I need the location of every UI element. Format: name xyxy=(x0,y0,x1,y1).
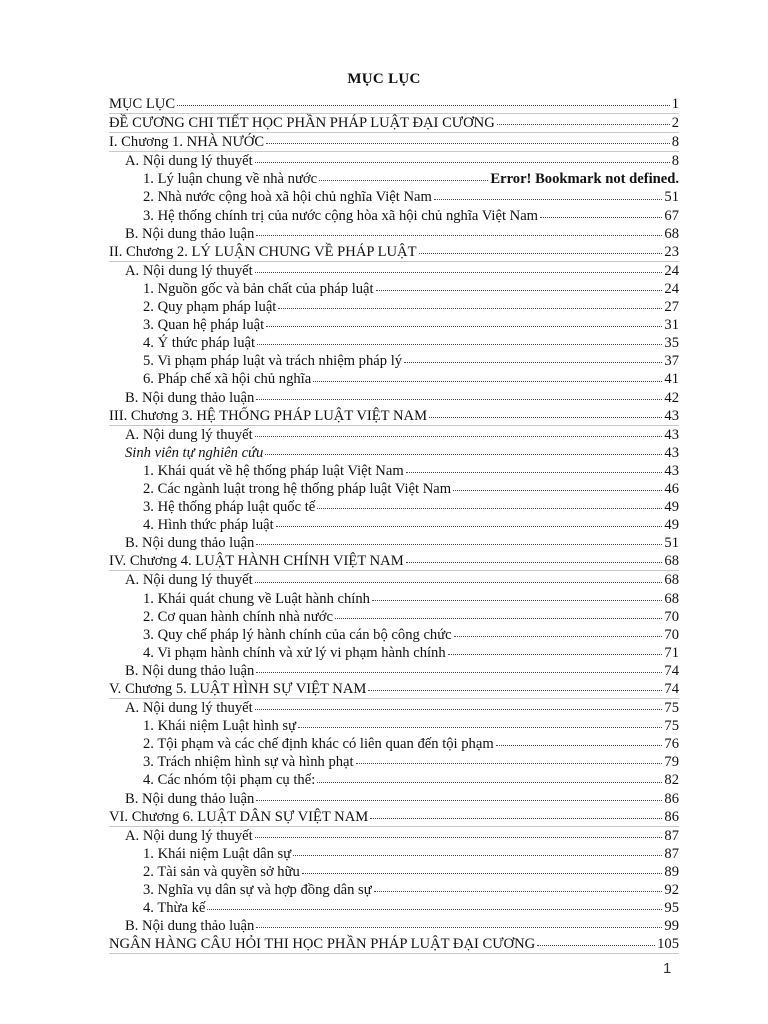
toc-entry[interactable] xyxy=(109,899,679,917)
dot-leader xyxy=(293,854,662,856)
toc-entry-label: 4. Hình thức pháp luật xyxy=(143,517,274,534)
toc-entry-label: 2. Cơ quan hành chính nhà nước xyxy=(143,608,333,625)
toc-entry-page: 1 xyxy=(671,96,679,112)
dot-leader xyxy=(496,744,663,746)
toc-entry[interactable] xyxy=(109,188,679,206)
toc-entry[interactable] xyxy=(109,626,679,644)
toc-entry-label: 4. Ý thức pháp luật xyxy=(143,335,256,352)
toc-entry-page: Error! Bookmark not defined. xyxy=(490,171,679,188)
toc-entry[interactable] xyxy=(109,790,679,808)
toc-entry-label: B. Nội dung thảo luận xyxy=(125,535,255,552)
toc-entry-page: 67 xyxy=(664,207,679,224)
dot-leader xyxy=(537,944,655,946)
toc-entry[interactable] xyxy=(109,170,679,188)
dot-leader xyxy=(255,581,663,583)
dot-leader xyxy=(335,617,662,619)
toc-entry-page: 71 xyxy=(664,644,679,661)
dot-leader xyxy=(256,398,662,400)
dot-leader xyxy=(404,361,662,363)
dot-leader xyxy=(255,271,663,273)
dot-leader xyxy=(256,926,662,928)
toc-entry-label: 3. Hệ thống pháp luật quốc tế xyxy=(143,499,316,516)
toc-entry[interactable] xyxy=(109,881,679,899)
toc-entry[interactable] xyxy=(109,133,679,152)
toc-entry[interactable] xyxy=(109,935,679,954)
dot-leader xyxy=(255,435,663,437)
dot-leader xyxy=(266,325,662,327)
toc-entry[interactable] xyxy=(109,480,679,498)
toc-entry-label: II. Chương 2. LÝ LUẬN CHUNG VỀ PHÁP LUẬT xyxy=(109,243,417,260)
toc-entry[interactable] xyxy=(109,225,679,243)
toc-entry[interactable] xyxy=(109,352,679,370)
toc-entry[interactable] xyxy=(109,389,679,407)
dot-leader xyxy=(372,599,662,601)
toc-entry-label: A. Nội dung lý thuyết xyxy=(125,426,253,443)
dot-leader xyxy=(276,525,663,527)
toc-entry[interactable] xyxy=(109,680,679,699)
toc-entry-page: 70 xyxy=(664,626,679,643)
toc-entry-label: 1. Khái quát về hệ thống pháp luật Việt Nam xyxy=(143,462,404,479)
toc-entry[interactable] xyxy=(109,426,679,444)
toc-entry[interactable] xyxy=(109,753,679,771)
toc-entry[interactable] xyxy=(109,262,679,280)
dot-leader xyxy=(448,653,663,655)
toc-entry-page: 51 xyxy=(664,189,679,206)
dot-leader xyxy=(317,781,662,783)
dot-leader xyxy=(540,216,662,218)
toc-entry-page: 43 xyxy=(664,462,679,479)
toc-entry-page: 92 xyxy=(664,882,679,899)
toc-entry-label: B. Nội dung thảo luận xyxy=(125,662,255,679)
toc-entry-page: 70 xyxy=(664,608,679,625)
toc-entry-page: 74 xyxy=(664,662,679,679)
toc-entry-label: 6. Pháp chế xã hội chủ nghĩa xyxy=(143,371,312,388)
toc-entry[interactable] xyxy=(109,534,679,552)
toc-entry[interactable] xyxy=(109,662,679,680)
toc-entry-label: IV. Chương 4. LUẬT HÀNH CHÍNH VIỆT NAM xyxy=(109,553,404,570)
toc-entry-page: 27 xyxy=(664,299,679,316)
dot-leader xyxy=(256,234,662,236)
toc-entry[interactable] xyxy=(109,808,679,827)
toc-entry[interactable] xyxy=(109,845,679,863)
toc-entry-page: 75 xyxy=(664,718,679,735)
toc-entry-label: 4. Thừa kế xyxy=(143,900,206,917)
toc-entry-label: 3. Trách nhiệm hình sự và hình phạt xyxy=(143,754,354,771)
dot-leader xyxy=(302,872,663,874)
toc-entry-page: 24 xyxy=(664,262,679,279)
toc-entry-page: 37 xyxy=(664,353,679,370)
toc-entry[interactable] xyxy=(109,863,679,881)
toc-entry[interactable] xyxy=(109,552,679,571)
toc-entry-page: 86 xyxy=(664,808,679,825)
dot-leader xyxy=(419,252,663,254)
dot-leader xyxy=(207,908,662,910)
toc-entry-label: B. Nội dung thảo luận xyxy=(125,790,255,807)
toc-entry-label: A. Nội dung lý thuyết xyxy=(125,262,253,279)
toc-entry[interactable] xyxy=(109,370,679,388)
dot-leader xyxy=(278,307,662,309)
toc-entry-page: 43 xyxy=(664,426,679,443)
toc-entry-page: 23 xyxy=(664,243,679,260)
dot-leader xyxy=(453,489,662,491)
page-number: 1 xyxy=(663,960,672,977)
toc-entry-page: 105 xyxy=(657,936,679,953)
toc-entry-page: 68 xyxy=(664,572,679,589)
dot-leader xyxy=(356,762,663,764)
toc-entry-label: 2. Tài sản và quyền sở hữu xyxy=(143,863,300,880)
toc-entry-page: 68 xyxy=(664,590,679,607)
toc-entry[interactable] xyxy=(109,644,679,662)
toc-entry-label: A. Nội dung lý thuyết xyxy=(125,572,253,589)
dot-leader xyxy=(497,123,670,125)
toc-entry-label: 2. Tội phạm và các chế định khác có liên quan đến tội phạm xyxy=(143,736,494,753)
toc-entry-page: 8 xyxy=(671,153,679,170)
dot-leader xyxy=(255,161,670,163)
toc-entry-page: 99 xyxy=(664,918,679,935)
toc-entry[interactable] xyxy=(109,207,679,225)
toc-entry-page: 74 xyxy=(664,681,679,697)
toc-entry-page: 87 xyxy=(664,827,679,844)
toc-entry-label: 1. Lý luận chung về nhà nước xyxy=(143,171,318,188)
toc-entry[interactable] xyxy=(109,498,679,516)
toc-entry[interactable] xyxy=(109,316,679,334)
toc-entry-page: 31 xyxy=(664,317,679,334)
dot-leader xyxy=(256,799,662,801)
dot-leader xyxy=(265,453,662,455)
dot-leader xyxy=(177,104,670,106)
toc-entry[interactable] xyxy=(109,462,679,480)
toc-entry[interactable] xyxy=(109,827,679,845)
dot-leader xyxy=(257,343,662,345)
toc-entry-label: Sinh viên tự nghiên cứu xyxy=(125,444,264,461)
toc-entry[interactable] xyxy=(109,95,679,114)
dot-leader xyxy=(256,543,662,545)
toc-entry-label: 1. Khái niệm Luật dân sự xyxy=(143,845,292,862)
toc-entry-page: 68 xyxy=(664,225,679,242)
toc-entry[interactable] xyxy=(109,280,679,298)
toc-entry-page: 51 xyxy=(664,535,679,552)
toc-entry-label: VI. Chương 6. LUẬT DÂN SỰ VIỆT NAM xyxy=(109,808,369,825)
dot-leader xyxy=(255,708,663,710)
toc-entry-label: 2. Quy phạm pháp luật xyxy=(143,299,277,316)
toc-entry-label: 3. Quy chế pháp lý hành chính của cán bộ công chức xyxy=(143,626,452,643)
toc-entry-label: NGÂN HÀNG CÂU HỎI THI HỌC PHẦN PHÁP LUẬT ĐẠI CƯƠNG xyxy=(109,936,536,953)
toc-title: MỤC LỤC xyxy=(347,71,421,87)
toc-entry-page: 35 xyxy=(664,335,679,352)
dot-leader xyxy=(317,507,662,509)
toc-entry[interactable] xyxy=(109,516,679,534)
toc-entry-page: 79 xyxy=(664,754,679,771)
toc-entry-label: 3. Hệ thống chính trị của nước cộng hòa xã hội chủ nghĩa Việt Nam xyxy=(143,207,539,224)
toc-entry-label: B. Nội dung thảo luận xyxy=(125,918,255,935)
toc-entry[interactable] xyxy=(109,608,679,626)
toc-entry-label: A. Nội dung lý thuyết xyxy=(125,700,253,717)
toc-entry-label: ĐỀ CƯƠNG CHI TIẾT HỌC PHẦN PHÁP LUẬT ĐẠI CƯƠNG xyxy=(109,115,495,132)
toc-entry-label: 2. Nhà nước cộng hoà xã hội chủ nghĩa Việt Nam xyxy=(143,189,432,206)
toc-entry[interactable] xyxy=(109,243,679,262)
dot-leader xyxy=(374,890,663,892)
toc-entry-page: 43 xyxy=(664,444,679,461)
toc-entry-label: I. Chương 1. NHÀ NƯỚC xyxy=(109,134,265,151)
toc-entry-label: 1. Khái niệm Luật hình sự xyxy=(143,718,297,735)
toc-entry[interactable] xyxy=(109,114,679,133)
toc-entry-label: A. Nội dung lý thuyết xyxy=(125,153,253,170)
toc-entry-label: 1. Nguồn gốc và bản chất của pháp luật xyxy=(143,280,374,297)
toc-entry-page: 82 xyxy=(664,772,679,789)
dot-leader xyxy=(376,289,663,291)
toc-entry-label: A. Nội dung lý thuyết xyxy=(125,827,253,844)
dot-leader xyxy=(266,142,670,144)
toc-entry-label: B. Nội dung thảo luận xyxy=(125,389,255,406)
dot-leader xyxy=(319,179,488,181)
dot-leader xyxy=(429,416,662,418)
toc-entry-label: B. Nội dung thảo luận xyxy=(125,225,255,242)
toc-entry[interactable] xyxy=(109,298,679,316)
toc-entry-page: 8 xyxy=(671,134,679,151)
toc-entry-page: 76 xyxy=(664,736,679,753)
toc-entry[interactable] xyxy=(109,717,679,735)
toc-entry-page: 86 xyxy=(664,790,679,807)
toc-entry-page: 89 xyxy=(664,863,679,880)
toc-entry-page: 75 xyxy=(664,700,679,717)
dot-leader xyxy=(313,380,662,382)
toc-entry[interactable] xyxy=(109,771,679,789)
toc-entry-page: 68 xyxy=(664,553,679,570)
toc-entry[interactable] xyxy=(109,444,679,462)
toc-entry[interactable] xyxy=(109,334,679,352)
toc-entry-label: 4. Các nhóm tội phạm cụ thể: xyxy=(143,772,316,789)
dot-leader xyxy=(256,671,662,673)
dot-leader xyxy=(454,635,663,637)
toc-entry-page: 49 xyxy=(664,499,679,516)
toc-entry-label: MỤC LỤC xyxy=(109,96,176,112)
toc-entry[interactable] xyxy=(109,735,679,753)
toc-entry-page: 87 xyxy=(664,845,679,862)
dot-leader xyxy=(406,561,663,563)
toc-entry[interactable] xyxy=(109,699,679,717)
toc-entry-page: 42 xyxy=(664,389,679,406)
toc-entry[interactable] xyxy=(109,571,679,589)
toc-entry[interactable] xyxy=(109,152,679,170)
toc-entry-label: 5. Vi phạm pháp luật và trách nhiệm pháp lý xyxy=(143,353,403,370)
table-of-contents xyxy=(109,95,679,954)
dot-leader xyxy=(255,836,663,838)
toc-entry[interactable] xyxy=(109,407,679,426)
toc-entry-page: 41 xyxy=(664,371,679,388)
toc-entry-page: 46 xyxy=(664,480,679,497)
toc-entry-label: 3. Quan hệ pháp luật xyxy=(143,317,265,334)
toc-entry-label: 1. Khái quát chung về Luật hành chính xyxy=(143,590,370,607)
toc-entry-label: 3. Nghĩa vụ dân sự và hợp đồng dân sự xyxy=(143,882,372,899)
toc-entry-label: III. Chương 3. HỆ THỐNG PHÁP LUẬT VIỆT NAM xyxy=(109,407,428,424)
toc-entry-label: V. Chương 5. LUẬT HÌNH SỰ VIỆT NAM xyxy=(109,681,367,697)
dot-leader xyxy=(370,817,662,819)
toc-entry[interactable] xyxy=(109,917,679,935)
toc-entry-page: 95 xyxy=(664,900,679,917)
dot-leader xyxy=(434,198,663,200)
dot-leader xyxy=(368,689,662,691)
dot-leader xyxy=(298,726,662,728)
toc-entry-page: 49 xyxy=(664,517,679,534)
toc-entry[interactable] xyxy=(109,590,679,608)
dot-leader xyxy=(406,471,663,473)
toc-entry-label: 4. Vi phạm hành chính và xử lý vi phạm hành chính xyxy=(143,644,446,661)
toc-entry-page: 43 xyxy=(664,407,679,424)
toc-entry-page: 2 xyxy=(671,115,679,132)
toc-entry-page: 24 xyxy=(664,280,679,297)
toc-entry-label: 2. Các ngành luật trong hệ thống pháp luật Việt Nam xyxy=(143,480,452,497)
